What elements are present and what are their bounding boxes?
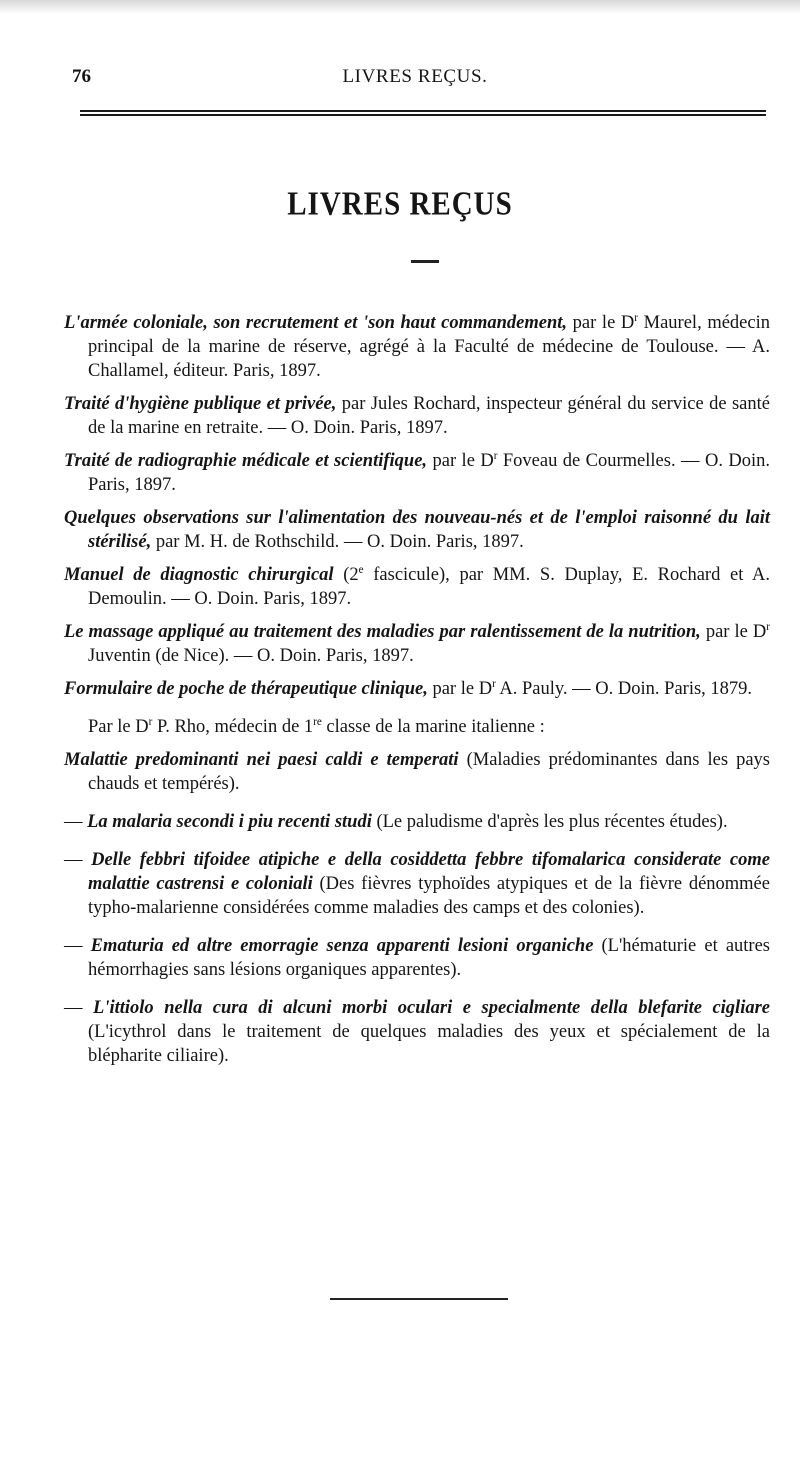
rho-work-entry: — Ematuria ed altre emorragie senza apparenti lesioni organiche (L'hématurie et autres hémorrhagies sans lésions organiques apparentes).: [64, 936, 770, 980]
book-title: Traité d'hygiène publique et privée,: [64, 394, 337, 414]
book-title: Delle febbri tifoidee atipiche e della cosiddetta febbre tifomalarica considerate come malattie castrensi e coloniali: [88, 850, 770, 894]
running-title: LIVRES REÇUS.: [342, 66, 488, 87]
book-entry: Traité de radiographie médicale et scientifique, par le $D^r$ Foveau de Courmelles. — O. Doin. Paris, 1897.: [64, 449, 771, 495]
rho-work-entry: — Delle febbri tifoidee atipiche e della cosiddetta febbre tifomalarica considerate come malattie castrensi e coloniali (Des fièvres typhoïdes atypiques et de la fièvre dénommée typho-malarienne considérées comme maladies des camps et des colonies).: [64, 850, 770, 918]
book-entry: Formulaire de poche de thérapeutique clinique, par le $D^r$ A. Pauly. — O. Doin. Paris, 1879.: [64, 677, 753, 699]
title-dash: [411, 260, 439, 263]
book-entry: Manuel de diagnostic chirurgical (2e fascicule), par MM. S. Duplay, E. Rochard et A. Demoulin. — O. Doin. Paris, 1897.: [64, 563, 770, 609]
rho-work-entry: — La malaria secondi i piu recenti studi (Le paludisme d'après les plus récentes études).: [64, 812, 728, 832]
book-entry: L'armée coloniale, son recrutement et 'son haut commandement, par le $D^r$ Maurel, médecin principal de la marine de réserve, agrégé à la Faculté de médecine de Toulouse. — A. Challamel, éditeur. Paris, 1897.: [64, 311, 770, 381]
rho-intro: Par le $D^r$ P. Rho, médecin de 1re classe de la marine italienne :: [88, 715, 545, 737]
book-title: Ematuria ed altre emorragie senza apparenti lesioni organiche: [90, 936, 594, 956]
running-head: [64, 66, 766, 92]
book-entry: Quelques observations sur l'alimentation des nouveau-nés et de l'emploi raisonné du lait stérilisé, par M. H. de Rothschild. — O. Doin. Paris, 1897.: [64, 508, 770, 552]
book-title: Le massage appliqué au traitement des maladies par ralentissement de la nutrition,: [64, 622, 701, 642]
book-title: Malattie predominanti nei paesi caldi e temperati: [64, 750, 459, 770]
book-title: La malaria secondi i piu recenti studi: [87, 812, 372, 832]
book-entry: Le massage appliqué au traitement des maladies par ralentissement de la nutrition, par le $D^r$ Juventin (de Nice). — O. Doin. Paris, 1897.: [64, 620, 770, 666]
book-title: Formulaire de poche de thérapeutique clinique,: [64, 679, 428, 699]
closing-rule: [330, 1298, 508, 1300]
book-title: Manuel de diagnostic chirurgical: [64, 565, 334, 585]
book-entry: Traité d'hygiène publique et privée, par Jules Rochard, inspecteur général du service de santé de la marine en retraite. — O. Doin. Paris, 1897.: [64, 394, 770, 438]
book-title: Quelques observations sur l'alimentation des nouveau-nés et de l'emploi raisonné du lait stérilisé,: [64, 508, 770, 552]
page-number: 76: [72, 66, 91, 87]
rho-work-entry: Malattie predominanti nei paesi caldi e temperati (Maladies prédominantes dans les pays chauds et tempérés).: [64, 750, 770, 794]
rho-work-entry: — L'ittiolo nella cura di alcuni morbi oculari e specialmente della blefarite cigliare (L'icythrol dans le traitement de quelques maladies des yeux et spécialement de la blépharite ciliaire).: [64, 998, 770, 1066]
section-title: LIVRES REÇUS: [287, 185, 513, 223]
scan-edge: [0, 0, 800, 14]
book-title: Traité de radiographie médicale et scientifique,: [64, 451, 428, 471]
book-list: [64, 311, 770, 1077]
header-rule: [80, 110, 766, 116]
book-title: L'armée coloniale, son recrutement et 'son haut commandement,: [64, 313, 568, 333]
book-title: L'ittiolo nella cura di alcuni morbi oculari e specialmente della blefarite cigliare: [93, 998, 770, 1018]
